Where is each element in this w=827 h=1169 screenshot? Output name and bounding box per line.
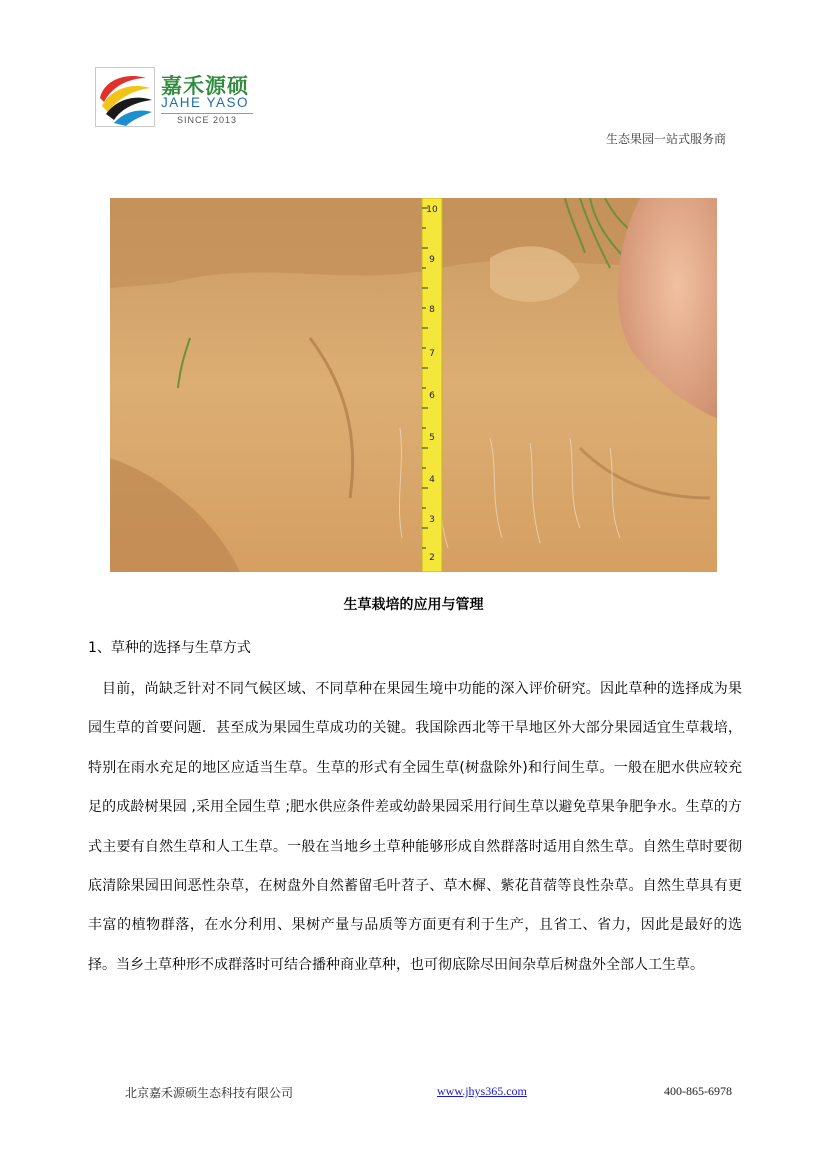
company-logo xyxy=(95,67,265,129)
logo-since: SINCE 2013 xyxy=(161,113,253,125)
tape-label: 2 xyxy=(429,553,435,563)
tape-label: 3 xyxy=(429,515,435,525)
section-heading: 1、草种的选择与生草方式 xyxy=(88,640,251,656)
tape-label: 7 xyxy=(429,349,435,359)
tape-label: 4 xyxy=(429,475,435,485)
tape-label: 10 xyxy=(426,205,438,215)
logo-swoosh-icon xyxy=(96,68,154,126)
tape-label: 9 xyxy=(429,255,435,265)
tape-label: 6 xyxy=(429,391,435,401)
logo-english-name: JAHE YASO xyxy=(161,95,250,110)
header-tagline: 生态果园一站式服务商 xyxy=(605,132,726,146)
article-title: 生草栽培的应用与管理 xyxy=(343,597,484,613)
soil-profile-photo xyxy=(110,198,717,572)
tape-label: 5 xyxy=(429,433,435,443)
article-paragraph: 目前，尚缺乏针对不同气候区域、不同草种在果园生境中功能的深入评价研究。因此草种的选择成为果园生草的首要问题．甚至成为果园生草成功的关键。我国除西北等干旱地区外大部分果园适宜生草栽培，特别在雨水充足的地区应适当生草。生草的形式有全园生草(树盘除外)和行间生草。一般在肥水供应较充足的成龄树果园 ,采用全园生草 ;肥水供应条件差或幼龄果园采用行间生草以避免草果争肥争水。生草的方式主要有自然生草和人工生草。一般在当地乡土草种能够形成自然群落时适用自然生草。自然生草时要彻底清除果园田间恶性杂草，在树盘外自然蓄留毛叶苕子、草木樨、紫花苜蓿等良性杂草。自然生草具有更丰富的植物群落，在水分利用、果树产量与品质等方面更有利于生产，且省工、省力，因此是最好的选择。当乡土草种形不成群落时可结合播种商业草种，也可彻底除尽田间杂草后树盘外全部人工生草。 xyxy=(88,681,742,973)
soil-photo-illustration xyxy=(110,198,717,572)
logo-mark xyxy=(95,67,155,127)
logo-chinese-name: 嘉禾源硕 xyxy=(161,73,249,98)
footer-company: 北京嘉禾源硕生态科技有限公司 xyxy=(125,1086,294,1100)
footer-phone: 400-865-6978 xyxy=(664,1084,732,1098)
footer-website-link[interactable]: www.jhys365.com xyxy=(437,1084,527,1098)
tape-label: 8 xyxy=(429,305,435,315)
